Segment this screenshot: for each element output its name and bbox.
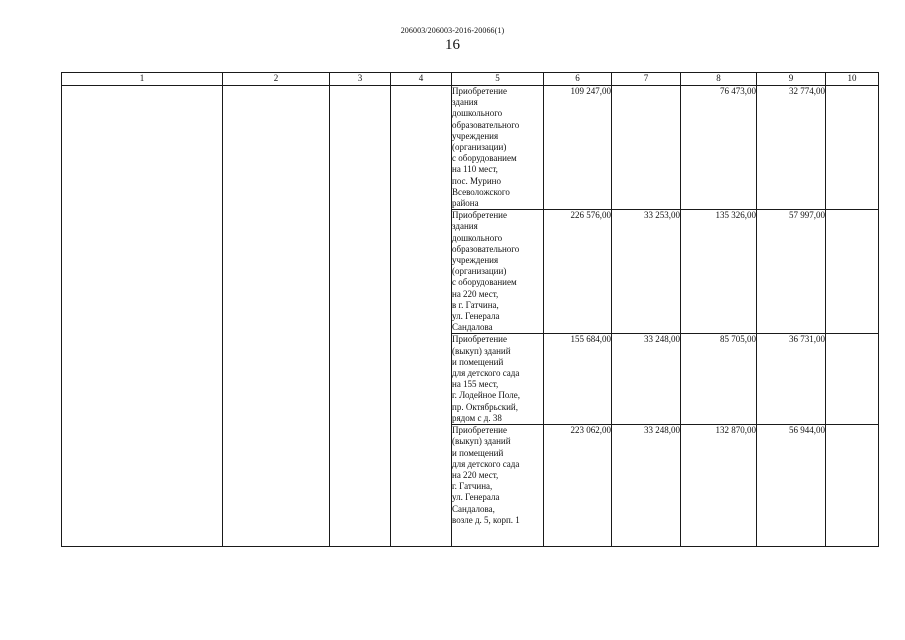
column-header-5: 5 [452,73,544,86]
value-cell-col9: 57 997,00 [757,210,826,334]
value-cell-col7: 33 248,00 [612,334,681,425]
value-cell-col9: 32 774,00 [757,86,826,210]
value-cell-col8: 85 705,00 [681,334,757,425]
cell-col3-merged [330,86,391,547]
column-header-9: 9 [757,73,826,86]
value-cell-col10 [826,86,879,210]
value-cell-col6: 226 576,00 [544,210,612,334]
data-table [61,72,879,547]
column-header-6: 6 [544,73,612,86]
description-cell: Приобретение здания дошкольного образовательного учреждения (организации) с оборудованием на 110 мест, пос. Мурино Всеволожского района [452,86,544,210]
page-number: 16 [445,37,460,53]
column-header-4: 4 [391,73,452,86]
column-header-1: 1 [62,73,223,86]
cell-col4-merged [391,86,452,547]
description-cell: Приобретение здания дошкольного образовательного учреждения (организации) с оборудованием на 220 мест, в г. Гатчина, ул. Генерала Сандалова [452,210,544,334]
value-cell-col9: 36 731,00 [757,334,826,425]
column-header-2: 2 [223,73,330,86]
column-header-10: 10 [826,73,879,86]
table-row [62,86,879,210]
value-cell-col8: 76 473,00 [681,86,757,210]
value-cell-col8: 135 326,00 [681,210,757,334]
cell-col1-merged [62,86,223,547]
value-cell-col7: 33 253,00 [612,210,681,334]
cell-col2-merged [223,86,330,547]
value-cell-col6: 155 684,00 [544,334,612,425]
document-code: 206003/206003-2016-20066(1) [400,26,505,35]
value-cell-col10 [826,210,879,334]
description-cell: Приобретение (выкуп) зданий и помещений для детского сада на 155 мест, г. Лодейное Поле, пр. Октябрьский, рядом с д. 38 [452,334,544,425]
column-header-7: 7 [612,73,681,86]
value-cell-col7: 33 248,00 [612,425,681,547]
value-cell-col6: 223 062,00 [544,425,612,547]
value-cell-col6: 109 247,00 [544,86,612,210]
value-cell-col8: 132 870,00 [681,425,757,547]
column-header-3: 3 [330,73,391,86]
value-cell-col9: 56 944,00 [757,425,826,547]
header-row [62,73,879,86]
description-cell: Приобретение (выкуп) зданий и помещений для детского сада на 220 мест, г. Гатчина, ул. Генерала Сандалова, возле д. 5, корп. 1 [452,425,544,547]
value-cell-col10 [826,425,879,547]
column-header-8: 8 [681,73,757,86]
value-cell-col7 [612,86,681,210]
value-cell-col10 [826,334,879,425]
